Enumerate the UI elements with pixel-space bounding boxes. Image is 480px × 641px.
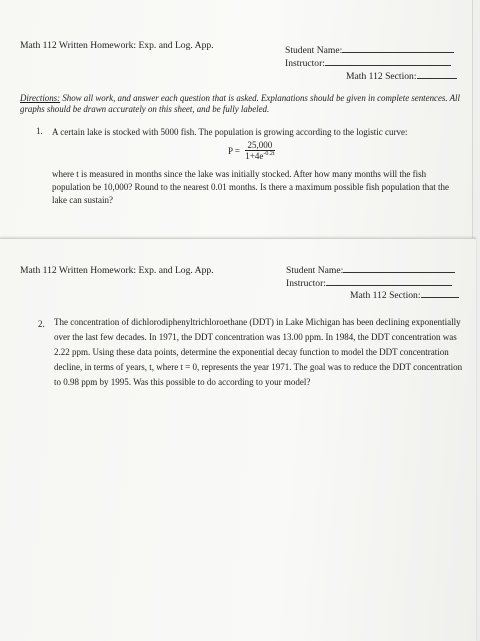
- instructor-blank-2: [326, 276, 452, 286]
- course-title-2: Math 112 Written Homework: Exp. and Log. App.: [20, 265, 214, 276]
- student-name-field: [285, 43, 454, 56]
- formula-numerator: 25,000: [247, 140, 273, 150]
- student-name-blank: [342, 43, 454, 53]
- section-field: [346, 69, 457, 82]
- student-name-label: Student Name:: [285, 45, 343, 56]
- instructor-field: [285, 56, 451, 69]
- instructor-blank: [325, 56, 451, 66]
- question-1-number: 1.: [36, 126, 43, 136]
- formula-denominator: $1+4e^{-0.2t}$: [245, 151, 275, 161]
- section-blank: [417, 69, 457, 79]
- logistic-formula: [228, 140, 275, 161]
- question-1-body: where t is measured in months since the lake was initially stocked. After how many months will the fish population be 10,000? Round to the nearest 0.01 months. Is there a maximum possible fish population that the lake can sustain?: [52, 169, 449, 205]
- formula-exponent: -0.2t: [263, 151, 275, 157]
- student-name-field-2: [286, 263, 455, 276]
- instructor-label: Instructor:: [285, 58, 325, 69]
- question-1-intro: A certain lake is stocked with 5000 fish. The population is growing according to the logistic curve:: [52, 127, 408, 137]
- student-name-label-2: Student Name:: [286, 265, 344, 276]
- directions: [20, 93, 460, 115]
- worksheet-bottom: [0, 238, 476, 641]
- directions-text: Show all work, and answer each question that is asked. Explanations should be given in complete sentences. All graphs should be drawn accurately on this sheet, and be fully labeled.: [20, 93, 460, 114]
- formula-lhs: P =: [228, 145, 240, 156]
- section-field-2: [350, 288, 459, 301]
- course-title: Math 112 Written Homework: Exp. and Log. App.: [20, 40, 214, 51]
- directions-label: Directions:: [20, 93, 61, 103]
- section-blank-2: [421, 288, 459, 298]
- question-2-body: The concentration of dichlorodiphenyltrichloroethane (DDT) in Lake Michigan has been declining exponentially over the last few decades. In 1971, the DDT concentration was 13.00 ppm. In 1984, the DDT concentration was 2.22 ppm. Using these data points, determine the exponential decay function to model the DDT concentration decline, in terms of years, t, where t = 0, represents the year 1971. The goal was to reduce the DDT concentration to 0.98 ppm by 1995. Was this possible to do according to your model?: [54, 317, 463, 387]
- question-2-number: 2.: [38, 319, 45, 329]
- section-label-2: Math 112 Section:: [350, 290, 421, 301]
- student-name-blank-2: [343, 263, 455, 273]
- worksheet-top: [0, 0, 473, 238]
- section-label: Math 112 Section:: [346, 71, 417, 82]
- instructor-label-2: Instructor:: [286, 278, 326, 289]
